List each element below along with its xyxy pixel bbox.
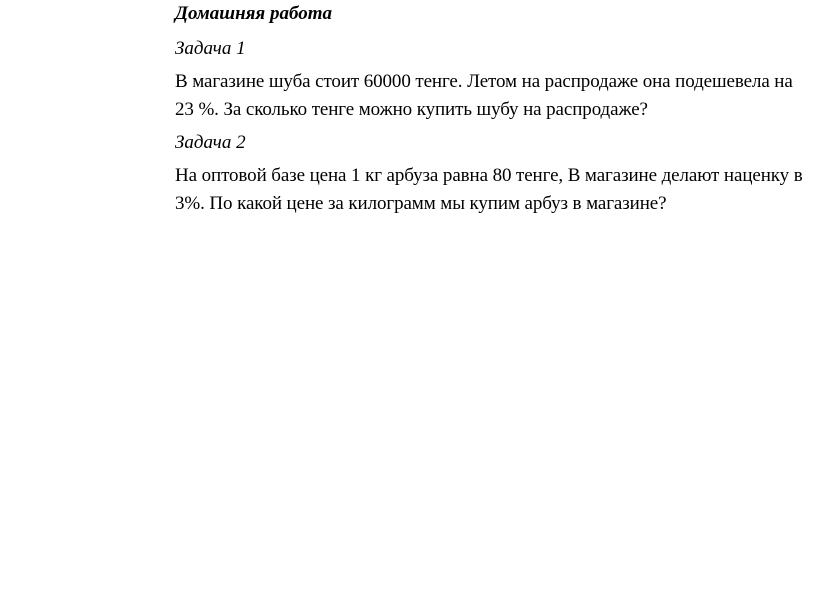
task-1-heading: Задача 1 — [175, 38, 246, 59]
document-title: Домашняя работа — [175, 3, 332, 24]
task-2-text: На оптовой базе цена 1 кг арбуза равна 80 тенге, В магазине делают наценку в 3%. По какой цене за килограмм мы купим арбуз в магазине? — [175, 165, 803, 214]
task-1-text: В магазине шуба стоит 60000 тенге. Летом на распродаже она подешевела на 23 %. За сколько тенге можно купить шубу на распродаже? — [175, 71, 793, 120]
task-2-heading: Задача 2 — [175, 132, 246, 153]
document-content — [175, 2, 810, 218]
